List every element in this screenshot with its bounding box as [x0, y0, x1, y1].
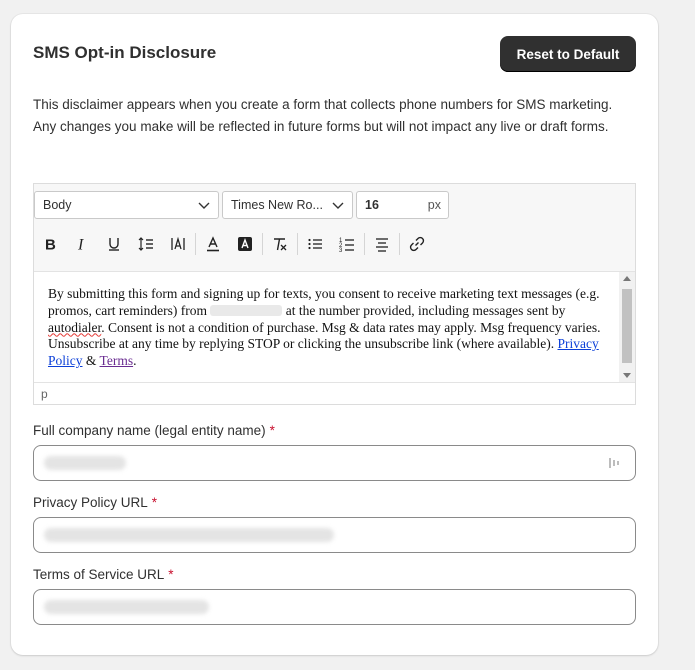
letter-spacing-button[interactable]: [162, 230, 194, 258]
svg-text:B: B: [45, 236, 56, 252]
svg-text:1: 1: [339, 238, 343, 244]
editor-content[interactable]: [34, 272, 619, 382]
line-height-button[interactable]: [130, 230, 162, 258]
svg-text:2: 2: [339, 243, 343, 249]
underline-button[interactable]: [98, 230, 130, 258]
svg-text:3: 3: [339, 248, 343, 252]
rich-text-editor: [33, 183, 636, 405]
toolbar-divider: [399, 233, 400, 255]
blurred-value: [44, 528, 334, 542]
bold-button[interactable]: [34, 230, 66, 258]
company-name-input[interactable]: [33, 445, 636, 481]
font-size-unit: px: [427, 198, 441, 212]
font-size-input[interactable]: [356, 191, 449, 219]
disclosure-text-1: By submitting this form and signing up for texts, you consent to receive marketing text messages (e.g. promos, cart reminders) from: [48, 286, 600, 318]
terms-of-service-url-input[interactable]: [33, 589, 636, 625]
privacy-policy-url-label-text: Privacy Policy URL: [33, 495, 148, 510]
terms-link[interactable]: Terms: [99, 353, 134, 369]
blurred-value: [44, 600, 209, 614]
toolbar-divider: [195, 233, 196, 255]
block-format-select[interactable]: [34, 191, 219, 219]
scroll-thumb[interactable]: [622, 289, 632, 363]
spellcheck-word: autodialer: [48, 319, 102, 335]
card-description: This disclaimer appears when you create a form that collects phone numbers for SMS marketing. Any changes you make will be reflected in future forms but will not impact any live or draft forms.: [33, 97, 613, 134]
link-icon: [409, 236, 425, 252]
text-color-icon: [205, 236, 221, 252]
company-name-label-text: Full company name (legal entity name): [33, 423, 266, 438]
svg-text:I: I: [78, 236, 84, 252]
amp-text: &: [82, 353, 100, 369]
terms-of-service-url-label-text: Terms of Service URL: [33, 567, 165, 582]
chevron-down-icon: [197, 198, 211, 212]
privacy-policy-url-label: [33, 495, 157, 510]
font-family-select[interactable]: [222, 191, 353, 219]
required-asterisk: *: [168, 567, 174, 582]
disclosure-text-3: . Consent is not a condition of purchase. Msg & data rates may apply. Msg frequency varies. Unsubscribe at any time by replying STOP or clicking the unsubscribe link (where available).: [48, 319, 601, 352]
clear-formatting-button[interactable]: [264, 230, 296, 258]
editor-statusbar: p: [34, 382, 635, 404]
italic-button[interactable]: [66, 230, 98, 258]
underline-icon: [106, 236, 122, 252]
highlight-color-button[interactable]: [229, 230, 261, 258]
privacy-policy-url-input[interactable]: [33, 517, 636, 553]
letter-spacing-icon: [170, 236, 186, 252]
block-format-value: Body: [43, 198, 72, 212]
company-name-label: [33, 423, 275, 438]
insert-link-button[interactable]: [401, 230, 433, 258]
align-button[interactable]: [366, 230, 398, 258]
terms-of-service-url-label: [33, 567, 174, 582]
privacy-policy-link[interactable]: Privacy Policy: [48, 336, 599, 369]
text-color-button[interactable]: [197, 230, 229, 258]
toolbar-divider: [297, 233, 298, 255]
font-size-value: 16: [365, 198, 379, 212]
disclosure-text-2: at the number provided, including messages sent by: [282, 302, 566, 318]
bullet-list-button[interactable]: [299, 230, 331, 258]
blurred-value: [44, 456, 126, 470]
format-buttons: [34, 228, 433, 260]
required-asterisk: *: [269, 423, 275, 438]
editor-scrollbar[interactable]: [619, 272, 635, 382]
redacted-company-name: [210, 305, 282, 316]
scroll-up-arrow[interactable]: [623, 276, 631, 281]
editor-toolbar: [34, 184, 635, 272]
bullet-list-icon: [307, 236, 323, 252]
toolbar-divider: [262, 233, 263, 255]
highlight-icon: [237, 236, 253, 252]
required-asterisk: *: [151, 495, 158, 510]
align-center-icon: [374, 236, 390, 252]
bold-icon: [42, 236, 58, 252]
chevron-down-icon: [331, 198, 345, 212]
line-height-icon: [138, 236, 154, 252]
toolbar-divider: [364, 233, 365, 255]
card-title: SMS Opt-in Disclosure: [33, 43, 217, 62]
scroll-down-arrow[interactable]: [623, 373, 631, 378]
font-family-value: Times New Ro...: [231, 198, 323, 212]
numbered-list-icon: [339, 236, 355, 252]
autofill-icon: [607, 456, 621, 470]
numbered-list-button[interactable]: [331, 230, 363, 258]
reset-to-default-button[interactable]: Reset to Default: [500, 36, 636, 72]
sms-disclosure-card: [11, 14, 658, 655]
italic-icon: [74, 236, 90, 252]
clear-formatting-icon: [272, 236, 288, 252]
end-text: .: [133, 353, 137, 369]
